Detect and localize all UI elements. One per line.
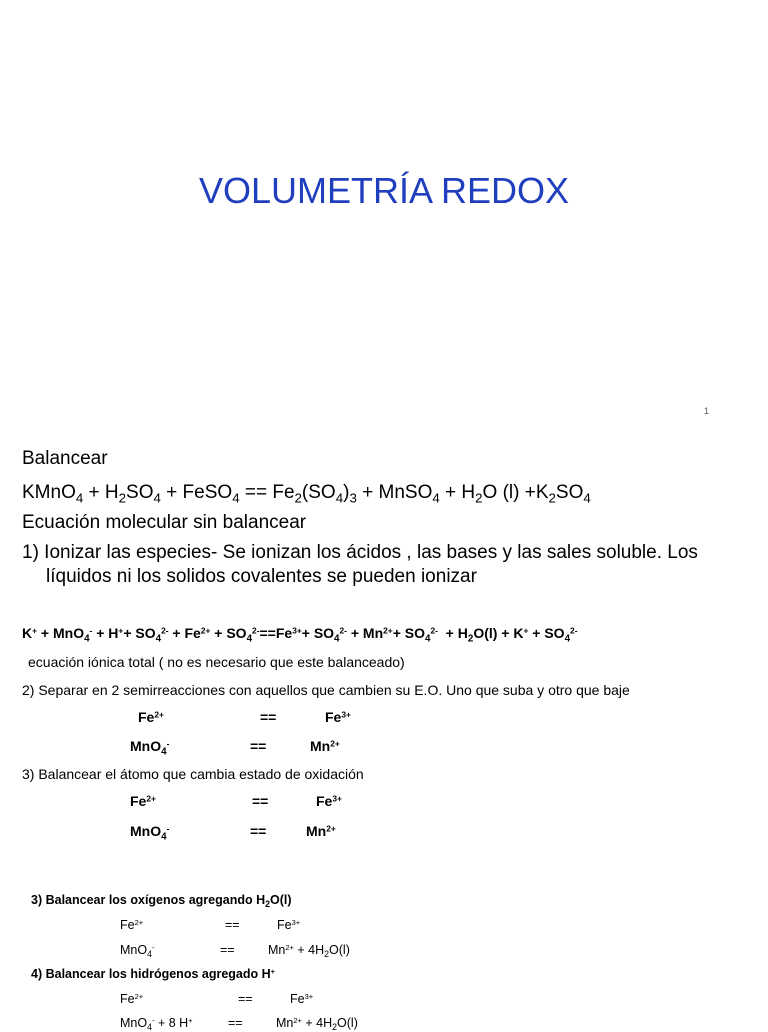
step3-text: 3) Balancear el átomo que cambia estado de oxidación — [22, 766, 364, 782]
slide-title: VOLUMETRÍA REDOX — [198, 170, 570, 211]
step3b-half1-sep: == — [225, 918, 240, 932]
ionic-equation: $K^+ + MnO_4^- + H^++ SO_4^{2-} + Fe^{2+} + SO_4^{2-}==Fe^{3+}+ SO_4^{2-} + Mn^{2+}+ SO_4^{2-} + H_2O(l) + K^+ + SO_4^{2-}$ — [22, 625, 578, 645]
step4-half1-right: $Fe^{3+}$ — [290, 991, 314, 1006]
step3b-half1-left: $Fe^{2+}$ — [120, 917, 144, 932]
step3b-half1-right: $Fe^{3+}$ — [277, 917, 301, 932]
step2-half2-left: MnO$_4$- — [130, 738, 170, 758]
step3-half2-left: MnO$_4$- — [130, 823, 170, 843]
step2-half2-right: $Mn^{2+}$ — [310, 738, 340, 754]
step1-line1: 1) Ionizar las especies- Se ionizan los ácidos , las bases y las sales soluble. Los — [22, 542, 698, 563]
step4-text: 4) Balancear los hidrógenos agregado H+ — [31, 966, 276, 981]
step4-half2-right: $Mn^{2+} + 4H_2O(l)$ — [276, 1015, 358, 1032]
step3-half2-sep: == — [250, 823, 267, 839]
step4-half1-sep: == — [238, 992, 253, 1006]
step4-half1-left: $Fe^{2+}$ — [120, 991, 144, 1006]
step4-half2-left: MnO$_4$- + 8 H+ — [120, 1015, 193, 1032]
molecular-caption: Ecuación molecular sin balancear — [22, 512, 307, 533]
step4-half2-sep: == — [228, 1016, 243, 1030]
step3-half2-right: $Mn^{2+}$ — [306, 823, 336, 839]
molecular-equation: KMnO$_4$ + $H_2SO_4$ + FeSO$_4$ == $Fe_2(SO_4)_3$ + MnSO$_4$ + $H_2O$ $(l) +K_2SO_4$ — [22, 482, 591, 506]
step3b-half2-left: MnO$_4$- — [120, 942, 155, 960]
step2-text: 2) Separar en 2 semirreacciones con aquellos que cambien su E.O. Uno que suba y otro que baje — [22, 682, 630, 698]
ionic-caption: ecuación iónica total ( no es necesario que este balanceado) — [28, 654, 405, 670]
step2-half1-right: $Fe^{3+}$ — [325, 709, 351, 725]
step3-half1-right: $Fe^{3+}$ — [316, 793, 342, 809]
page-number: 1 — [704, 406, 710, 416]
step3b-half2-sep: == — [220, 943, 235, 957]
step3-half1-left: $Fe^{2+}$ — [130, 793, 156, 809]
step2-half2-sep: == — [250, 738, 267, 754]
step2-half1-left: $Fe^{2+}$ — [138, 709, 164, 725]
step3-half1-sep: == — [252, 793, 269, 809]
step1-line2: líquidos ni los solidos covalentes se pueden ionizar — [46, 566, 477, 587]
step3b-half2-right: $Mn^{2+} + 4H_2O(l)$ — [268, 942, 350, 960]
step2-half1-sep: == — [260, 709, 277, 725]
heading-balancear: Balancear — [22, 448, 108, 469]
step3b-text: 3) Balancear los oxígenos agregando $H_2O(l)$ — [31, 893, 292, 910]
